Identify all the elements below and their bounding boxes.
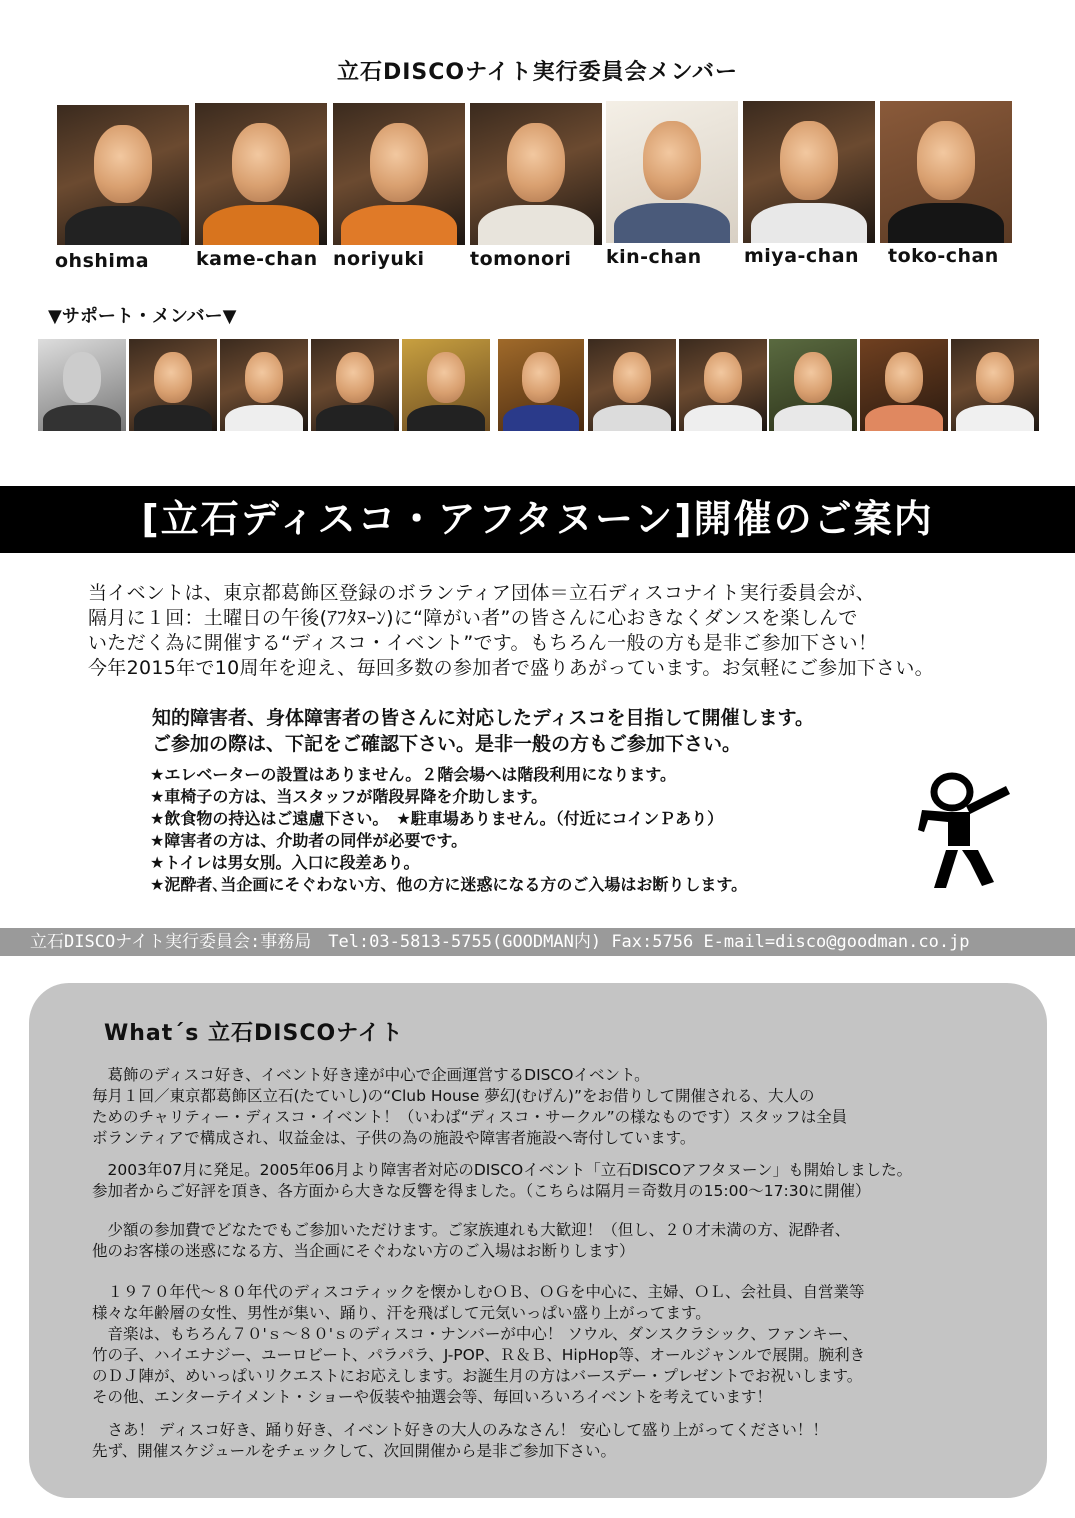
support-photo bbox=[129, 339, 217, 431]
event-subintro bbox=[152, 705, 1012, 757]
support-photo bbox=[38, 339, 126, 431]
intro-line: 隔月に１回：土曜日の午後(ｱﾌﾀﾇｰﾝ)に“障がい者”の皆さんに心おきなくダンスを楽しんで bbox=[88, 607, 858, 629]
support-photo bbox=[311, 339, 399, 431]
notice-item: ★車椅子の方は、当スタッフが階段昇降を介助します。 bbox=[150, 787, 548, 806]
member-photo bbox=[195, 103, 327, 245]
contact-bar bbox=[0, 928, 1075, 956]
whats-paragraph bbox=[92, 1160, 1022, 1202]
event-banner: [立石ディスコ・アフタヌーン]開催のご案内 bbox=[0, 486, 1075, 553]
paragraph-line: 竹の子、ハイエナジー、ユーロビート、パラパラ、J-POP、Ｒ＆Ｂ、HipHop等、オールジャンルで展開。腕利き bbox=[92, 1346, 866, 1364]
member-photo bbox=[880, 101, 1012, 243]
member-name: kin-chan bbox=[606, 246, 702, 268]
paragraph-line: 毎月１回／東京都葛飾区立石(たていし)の“Club House 夢幻(むげん)”をお借りして開催される、大人の bbox=[92, 1087, 815, 1105]
member-photo bbox=[57, 105, 189, 245]
notice-item: ★飲食物の持込はご遠慮下さい。 ★駐車場ありません。（付近にコインＰあり） bbox=[150, 809, 724, 828]
paragraph-line: ボランティアで構成され、収益金は、子供の為の施設や障害者施設へ寄付しています。 bbox=[92, 1129, 696, 1147]
committee-title: 立石DISCOナイト実行委員会メンバー bbox=[336, 60, 739, 85]
paragraph-line: １９７０年代～８０年代のディスコティックを懐かしむＯＢ、ＯＧを中心に、主婦、ＯＬ、会社員、自営業等 bbox=[92, 1283, 865, 1301]
notice-item: ★障害者の方は、介助者の同伴が必要です。 bbox=[150, 831, 468, 850]
member-name: toko-chan bbox=[888, 245, 999, 267]
member-photo bbox=[470, 103, 602, 245]
intro-line: 今年2015年で10周年を迎え、毎回多数の参加者で盛りあがっています。お気軽にご参加下さい。 bbox=[88, 657, 934, 679]
notice-list bbox=[150, 764, 930, 896]
subintro-line: ご参加の際は、下記をご確認下さい。是非一般の方もご参加下さい。 bbox=[152, 733, 742, 755]
member-name: tomonori bbox=[470, 248, 572, 270]
member-name: kame-chan bbox=[196, 248, 318, 270]
support-photo bbox=[679, 339, 767, 431]
whats-paragraph bbox=[92, 1420, 1022, 1462]
support-photo bbox=[402, 339, 490, 431]
whats-paragraph bbox=[92, 1065, 1022, 1149]
member-photo bbox=[743, 101, 875, 243]
support-photo bbox=[220, 339, 308, 431]
paragraph-line: ためのチャリティー・ディスコ・イベント！（いわば“ディスコ・サークル”の様なものです）スタッフは全員 bbox=[92, 1108, 848, 1126]
paragraph-line: 2003年07月に発足。2005年06月より障害者対応のDISCOイベント「立石DISCOアフタヌーン」も開始しました。 bbox=[92, 1161, 913, 1179]
member-name: noriyuki bbox=[333, 248, 425, 270]
support-members-title: ▼サポート・メンバー▼ bbox=[48, 306, 237, 327]
paragraph-line: 参加者からご好評を頂き、各方面から大きな反響を得ました。（こちらは隔月＝奇数月の15:00～17:30に開催） bbox=[92, 1182, 871, 1200]
contact-text: 立石DISCOナイト実行委員会:事務局 Tel:03-5813-5755(GOODMAN内) Fax:5756 E-mail=disco@goodman.co.jp bbox=[30, 932, 970, 952]
member-photo bbox=[333, 103, 465, 245]
intro-line: 当イベントは、東京都葛飾区登録のボランティア団体＝立石ディスコナイト実行委員会が、 bbox=[88, 582, 875, 604]
paragraph-line: 音楽は、もちろん７０'ｓ～８０'ｓのディスコ・ナンバーが中心！ ソウル、ダンスクラシック、ファンキー、 bbox=[92, 1325, 858, 1343]
paragraph-line: のＤＪ陣が、めいっぱいリクエストにお応えします。お誕生月の方はバースデー・プレゼントでお祝いします。 bbox=[92, 1367, 863, 1385]
member-name: miya-chan bbox=[744, 245, 860, 267]
support-photo bbox=[951, 339, 1039, 431]
whats-title: What´s 立石DISCOナイト bbox=[104, 1021, 404, 1046]
subintro-line: 知的障害者、身体障害者の皆さんに対応したディスコを目指して開催します。 bbox=[152, 707, 814, 729]
whats-paragraph bbox=[92, 1282, 1022, 1408]
member-name: ohshima bbox=[55, 250, 150, 272]
support-photo bbox=[498, 339, 584, 431]
support-photo bbox=[860, 339, 948, 431]
notice-item: ★エレベーターの設置はありません。２階会場へは階段利用になります。 bbox=[150, 765, 677, 784]
paragraph-line: さあ！ ディスコ好き、踊り好き、イベント好きの大人のみなさん！ 安心して盛り上がってください！！ bbox=[92, 1421, 828, 1439]
paragraph-line: 葛飾のディスコ好き、イベント好き達が中心で企画運営するDISCOイベント。 bbox=[92, 1066, 650, 1084]
member-photo bbox=[606, 101, 738, 243]
notice-item: ★トイレは男女別。入口に段差あり。 bbox=[150, 853, 420, 872]
whats-paragraph bbox=[92, 1220, 1022, 1262]
dancer-icon bbox=[918, 770, 1013, 890]
paragraph-line: その他、エンターテイメント・ショーや仮装や抽選会等、毎回いろいろイベントを考えています！ bbox=[92, 1388, 772, 1406]
intro-line: いただく為に開催する“ディスコ・イベント”です。もちろん一般の方も是非ご参加下さい！ bbox=[88, 632, 878, 654]
support-photo bbox=[769, 339, 857, 431]
paragraph-line: 他のお客様の迷惑になる方、当企画にそぐわない方のご入場はお断りします） bbox=[92, 1242, 635, 1260]
paragraph-line: 様々な年齢層の女性、男性が集い、踊り、汗を飛ばして元気いっぱい盛り上がってます。 bbox=[92, 1304, 711, 1322]
notice-item: ★泥酔者､当企画にそぐわない方、他の方に迷惑になる方のご入場はお断りします。 bbox=[150, 875, 748, 894]
paragraph-line: 先ず、開催スケジュールをチェックして、次回開催から是非ご参加下さい。 bbox=[92, 1442, 617, 1460]
paragraph-line: 少額の参加費でどなたでもご参加いただけます。ご家族連れも大歓迎！（但し、２０才未満の方、泥酔者、 bbox=[92, 1221, 851, 1239]
event-intro bbox=[88, 581, 1048, 681]
support-photo bbox=[588, 339, 676, 431]
